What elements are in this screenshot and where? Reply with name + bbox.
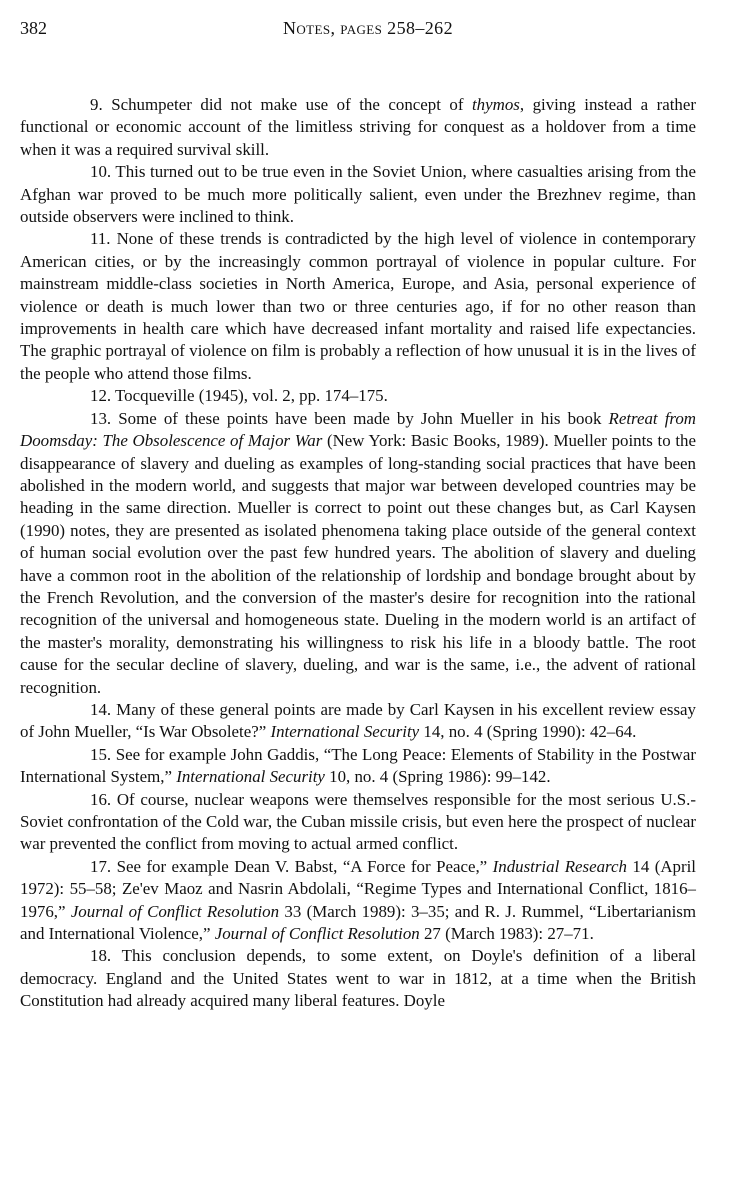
endnote-italic-title: Journal of Conflict Resolution [70, 901, 280, 921]
endnote-text: 33 (March 1989): 3–35; and R. J. Rummel, “Libertarianism and International Violence,” [20, 901, 696, 944]
endnote-text: Tocqueville (1945), vol. 2, pp. 174–175. [115, 386, 388, 406]
endnote [20, 789, 696, 856]
endnote [20, 94, 696, 161]
document-page [20, 14, 696, 1013]
endnote-text: See for example Dean V. Babst, “A Force for Peace,” [116, 856, 493, 876]
endnote [20, 161, 696, 228]
running-head [20, 14, 696, 42]
endnote-number: 17. [90, 856, 112, 876]
endnote [20, 408, 696, 699]
endnote-text: 14 (April 1972): 55–58; Ze'ev Maoz and Nasrin Abdolali, “Regime Types and International Conflict, 1816–1976,” [20, 856, 696, 921]
endnote [20, 385, 696, 407]
endnotes-list [20, 94, 696, 1013]
endnote-italic-title: Retreat from Doomsday: The Obsolescence of Major War [20, 408, 696, 451]
endnote-text: This turned out to be true even in the Soviet Union, where casualties arising from the Afghan war proved to be much more politically salient, even under the Brezhnev regime, than outside observers were inclined to think. [20, 162, 697, 227]
endnote-text: See for example John Gaddis, “The Long Peace: Elements of Stability in the Postwar International System,” [20, 744, 696, 787]
endnote-italic-title: thymos [471, 95, 520, 114]
endnote-number: 14. [90, 699, 112, 719]
endnote-text: None of these trends is contradicted by the high level of violence in contemporary American cities, or by the increasingly common portrayal of violence in popular culture. For mainstream middle-class societies in North America, Europe, and Asia, personal experience of violence or death is much lower than two or three centuries ago, if for no other reason than improvements in health care which have decreased infant mortality and raised life expectancies. The graphic portrayal of violence on film is probably a reflection of how unusual it is in the lives of the people who attend those films. [20, 229, 696, 383]
endnote-text: , giving instead a rather functional or economic account of the limitless striving for conquest as a holdover from a time when it was a required survival skill. [20, 95, 696, 159]
endnote-number: 9. [90, 95, 103, 114]
endnote-text: This conclusion depends, to some extent, on Doyle's definition of a liberal democracy. England and the United States went to war in 1812, at a time when the British Constitution had already acquired many liberal features. Doyle [20, 946, 696, 1011]
endnote-number: 16. [90, 789, 112, 809]
endnote-italic-title: International Security [270, 722, 420, 742]
endnote-text: 14, no. 4 (Spring 1990): 42–64. [419, 722, 637, 742]
endnote-number: 11. [90, 229, 111, 249]
endnote-text: 27 (March 1983): 27–71. [419, 924, 594, 944]
endnote-number: 18. [90, 946, 112, 966]
running-title: Notes, pages 258–262 [283, 18, 453, 38]
endnote-text: (New York: Basic Books, 1989). Mueller points to the disappearance of slavery and dueling as examples of long-standing social practices that have been abolished in the modern world, and suggests that major war between developed countries may be heading in the same direction. Mueller is correct to point out these changes but, as Carl Kaysen (1990) notes, they are presented as isolated phenomena taking place outside of the general context of human social evolution over the past few hundred years. The abolition of slavery and dueling have a common root in the abolition of the relationship of lordship and bondage brought about by the French Revolution, and the conversion of the master's desire for recognition into the rational recognition of the universal and homogeneous state. Dueling in the modern world is an artifact of the master's morality, demonstrating his willingness to risk his life in a bloody battle. The root cause for the secular decline of slavery, dueling, and war is the same, i.e., the advent of rational recognition. [20, 431, 696, 697]
endnote [20, 744, 696, 789]
endnote-text: Of course, nuclear weapons were themselves responsible for the most serious U.S.-Soviet confrontation of the Cold war, the Cuban missile crisis, but even here the prospect of nuclear war prevented the conflict from moving to actual armed conflict. [20, 789, 696, 854]
endnote [20, 228, 696, 385]
endnote-number: 10. [90, 162, 112, 182]
endnote-text: Schumpeter did not make use of the concept of [111, 95, 472, 114]
endnote-number: 13. [90, 408, 112, 428]
endnote-text: 10, no. 4 (Spring 1986): 99–142. [324, 767, 551, 787]
page-number: 382 [20, 18, 47, 38]
endnote-italic-title: Industrial Research [492, 856, 627, 876]
endnote-italic-title: Journal of Conflict Resolution [214, 924, 420, 944]
endnote-number: 15. [90, 744, 112, 764]
endnote-text: Some of these points have been made by John Mueller in his book [118, 408, 609, 428]
endnote [20, 856, 696, 946]
endnote-text: Many of these general points are made by Carl Kaysen in his excellent review essay of John Mueller, “Is War Obsolete?” [20, 699, 696, 742]
endnote [20, 699, 696, 744]
endnote-italic-title: International Security [176, 767, 325, 787]
endnote [20, 945, 696, 1012]
endnote-number: 12. [90, 386, 112, 406]
